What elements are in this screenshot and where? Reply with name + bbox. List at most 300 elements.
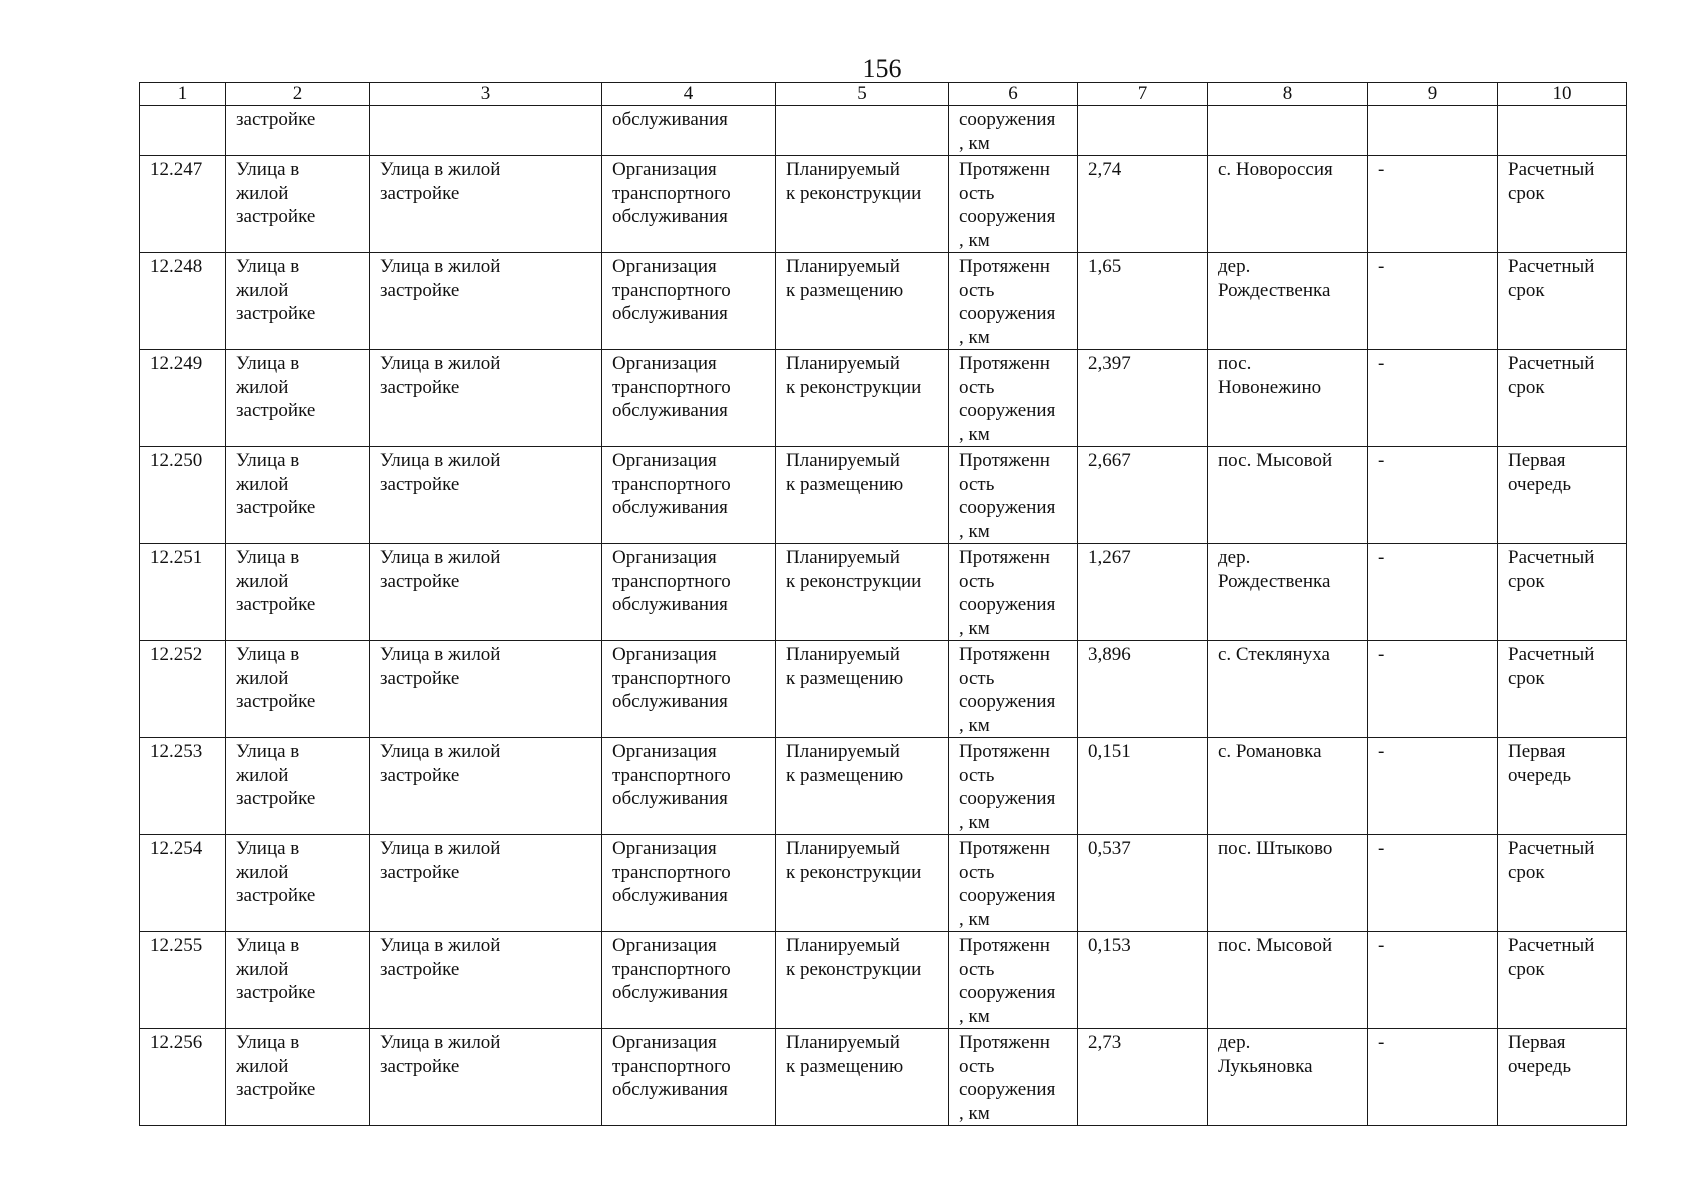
column-header-7: 7 [1078,83,1208,106]
purpose-cell-line: обслуживания [612,303,728,324]
status-cell-line: Планируемый [786,159,900,180]
cell-col-2 [226,106,370,156]
row-number-cell: 12.247 [140,156,226,253]
purpose-cell-line: обслуживания [612,788,728,809]
object-name-cell-line: застройке [236,1079,316,1100]
term-cell [1498,156,1627,253]
value-cell: 1,267 [1078,544,1208,641]
object-name-cell-line: жилой [236,376,289,398]
status-cell [776,835,949,932]
term-cell-line: Расчетный [1508,838,1595,859]
status-cell [776,156,949,253]
status-cell-line: к размещению [786,1055,904,1077]
value-cell: 2,73 [1078,1029,1208,1126]
object-name-cell-line: застройке [236,691,316,712]
characteristic-cell-line: ость [959,667,995,689]
object-type-cell-line: Улица в жилой [380,353,501,374]
object-type-cell-line: застройке [380,958,460,980]
value-cell: 2,397 [1078,350,1208,447]
characteristic-cell-line: ость [959,1055,995,1077]
term-cell [1498,641,1627,738]
location-cell [1208,447,1368,544]
cell-col-6-line: сооружения [959,109,1056,130]
value-cell: 0,151 [1078,738,1208,835]
characteristic-cell-line: , км [959,1005,990,1027]
object-name-cell-line: Улица в [236,935,300,956]
characteristic-cell-line: Протяженн [959,450,1050,471]
characteristic-cell-line: Протяженн [959,838,1050,859]
row-number-cell: 12.249 [140,350,226,447]
object-type-cell-line: застройке [380,764,460,786]
term-cell [1498,253,1627,350]
column-header-4: 4 [602,83,776,106]
location-cell-line: пос. Мысовой [1218,450,1333,471]
characteristic-cell-line: ость [959,182,995,204]
object-name-cell-line: застройке [236,206,316,227]
object-type-cell [370,156,602,253]
status-cell-line: Планируемый [786,935,900,956]
table-body [140,106,1627,1126]
object-name-cell [226,1029,370,1126]
characteristic-cell [949,932,1078,1029]
term-cell-line: срок [1508,861,1545,883]
header-row [140,83,1627,106]
cell-col-6 [949,106,1078,156]
object-type-cell-line: Улица в жилой [380,547,501,568]
object-name-cell-line: застройке [236,788,316,809]
page-number: 156 [862,54,902,83]
status-cell [776,544,949,641]
object-name-cell-line: застройке [236,885,316,906]
object-type-cell-line: Улица в жилой [380,741,501,762]
object-name-cell [226,447,370,544]
object-type-cell [370,350,602,447]
table-row-continuation [140,106,1627,156]
characteristic-cell-line: Протяженн [959,256,1050,277]
term-cell-line: Расчетный [1508,159,1595,180]
term-cell-line: Расчетный [1508,935,1595,956]
location-cell-line: пос. Штыково [1218,838,1333,859]
cell-col-4 [602,106,776,156]
purpose-cell-line: транспортного [612,570,731,592]
purpose-cell-line: обслуживания [612,206,728,227]
value-cell: 3,896 [1078,641,1208,738]
characteristic-cell-line: сооружения [959,594,1056,615]
cell-col-5 [776,106,949,156]
column-header-9: 9 [1368,83,1498,106]
object-type-cell [370,447,602,544]
object-type-cell [370,738,602,835]
term-cell-line: очередь [1508,473,1572,495]
purpose-cell-line: Организация [612,159,717,180]
location-cell-line: пос. [1218,353,1252,374]
status-cell-line: Планируемый [786,1032,900,1053]
purpose-cell-line: Организация [612,353,717,374]
term-cell-line: очередь [1508,764,1572,786]
purpose-cell-line: Организация [612,1032,717,1053]
object-type-cell-line: застройке [380,861,460,883]
object-type-cell-line: застройке [380,473,460,495]
status-cell-line: к размещению [786,667,904,689]
purpose-cell-line: Организация [612,741,717,762]
column-header-2: 2 [226,83,370,106]
term-cell [1498,1029,1627,1126]
status-cell-line: Планируемый [786,838,900,859]
location-cell [1208,932,1368,1029]
cell-col-8 [1208,106,1368,156]
object-name-cell-line: застройке [236,594,316,615]
object-name-cell-line: жилой [236,279,289,301]
table-row [140,1029,1627,1126]
object-name-cell [226,738,370,835]
row-number-cell: 12.250 [140,447,226,544]
term-cell-line: Расчетный [1508,353,1595,374]
characteristic-cell-line: , км [959,1102,990,1124]
object-type-cell-line: Улица в жилой [380,644,501,665]
characteristic-cell [949,544,1078,641]
characteristic-cell-line: сооружения [959,303,1056,324]
object-type-cell-line: застройке [380,279,460,301]
characteristic-cell [949,738,1078,835]
planning-table [139,82,1627,1126]
characteristic-cell [949,156,1078,253]
purpose-cell-line: транспортного [612,1055,731,1077]
location-cell-line: дер. [1218,1032,1251,1053]
characteristic-cell-line: ость [959,473,995,495]
location-cell [1208,835,1368,932]
characteristic-cell-line: сооружения [959,206,1056,227]
table-header [140,83,1627,106]
status-cell [776,253,949,350]
term-cell [1498,447,1627,544]
characteristic-cell-line: Протяженн [959,935,1050,956]
status-cell-line: к реконструкции [786,861,922,883]
column-header-1: 1 [140,83,226,106]
zone-cell: - [1368,1029,1498,1126]
purpose-cell [602,835,776,932]
purpose-cell-line: Организация [612,644,717,665]
purpose-cell-line: обслуживания [612,1079,728,1100]
purpose-cell-line: обслуживания [612,594,728,615]
object-name-cell-line: застройке [236,303,316,324]
characteristic-cell-line: ость [959,958,995,980]
characteristic-cell-line: Протяженн [959,741,1050,762]
zone-cell: - [1368,253,1498,350]
purpose-cell-line: транспортного [612,473,731,495]
table-row [140,835,1627,932]
purpose-cell-line: транспортного [612,279,731,301]
cell-col-9 [1368,106,1498,156]
purpose-cell-line: Организация [612,935,717,956]
purpose-cell-line: Организация [612,547,717,568]
purpose-cell-line: обслуживания [612,885,728,906]
value-cell: 2,74 [1078,156,1208,253]
object-type-cell-line: Улица в жилой [380,838,501,859]
status-cell [776,350,949,447]
characteristic-cell [949,447,1078,544]
object-name-cell-line: жилой [236,861,289,883]
characteristic-cell-line: сооружения [959,885,1056,906]
characteristic-cell-line: сооружения [959,788,1056,809]
status-cell [776,932,949,1029]
column-header-8: 8 [1208,83,1368,106]
term-cell-line: срок [1508,570,1545,592]
object-name-cell [226,932,370,1029]
location-cell-line: с. Стеклянуха [1218,644,1330,665]
object-name-cell [226,156,370,253]
object-name-cell-line: Улица в [236,353,300,374]
characteristic-cell-line: ость [959,279,995,301]
column-header-5: 5 [776,83,949,106]
characteristic-cell-line: , км [959,423,990,445]
object-type-cell-line: застройке [380,570,460,592]
object-name-cell-line: Улица в [236,159,300,180]
zone-cell: - [1368,641,1498,738]
object-type-cell [370,253,602,350]
characteristic-cell-line: ость [959,570,995,592]
column-header-3: 3 [370,83,602,106]
location-cell [1208,1029,1368,1126]
object-name-cell [226,544,370,641]
characteristic-cell [949,835,1078,932]
characteristic-cell-line: , км [959,229,990,251]
object-name-cell-line: застройке [236,400,316,421]
object-type-cell-line: застройке [380,182,460,204]
purpose-cell-line: Организация [612,838,717,859]
table-row [140,641,1627,738]
purpose-cell [602,932,776,1029]
characteristic-cell-line: сооружения [959,497,1056,518]
characteristic-cell [949,253,1078,350]
row-number-cell: 12.248 [140,253,226,350]
purpose-cell-line: транспортного [612,764,731,786]
object-name-cell-line: Улица в [236,1032,300,1053]
value-cell: 0,153 [1078,932,1208,1029]
location-cell-line: дер. [1218,256,1251,277]
status-cell-line: Планируемый [786,644,900,665]
term-cell-line: Расчетный [1508,644,1595,665]
status-cell-line: Планируемый [786,353,900,374]
characteristic-cell-line: сооружения [959,982,1056,1003]
status-cell-line: Планируемый [786,741,900,762]
characteristic-cell-line: , км [959,811,990,833]
status-cell-line: Планируемый [786,450,900,471]
location-cell [1208,738,1368,835]
value-cell: 1,65 [1078,253,1208,350]
object-type-cell-line: Улица в жилой [380,935,501,956]
object-name-cell-line: жилой [236,473,289,495]
cell-col-2-line: застройке [236,109,316,130]
object-name-cell-line: застройке [236,982,316,1003]
purpose-cell-line: обслуживания [612,982,728,1003]
location-cell-line: с. Новороссия [1218,159,1333,180]
table-row [140,253,1627,350]
characteristic-cell-line: , км [959,520,990,542]
row-number-cell: 12.256 [140,1029,226,1126]
row-number-cell: 12.251 [140,544,226,641]
status-cell-line: Планируемый [786,256,900,277]
characteristic-cell-line: сооружения [959,400,1056,421]
object-name-cell-line: Улица в [236,644,300,665]
column-header-6: 6 [949,83,1078,106]
purpose-cell [602,253,776,350]
term-cell [1498,932,1627,1029]
term-cell-line: срок [1508,182,1545,204]
object-type-cell [370,544,602,641]
row-number-cell: 12.252 [140,641,226,738]
purpose-cell [602,156,776,253]
location-cell [1208,350,1368,447]
zone-cell: - [1368,932,1498,1029]
object-type-cell-line: застройке [380,667,460,689]
cell-col-4-line: обслуживания [612,109,728,130]
characteristic-cell-line: сооружения [959,1079,1056,1100]
object-type-cell-line: застройке [380,1055,460,1077]
object-name-cell-line: Улица в [236,256,300,277]
status-cell-line: к размещению [786,764,904,786]
characteristic-cell [949,1029,1078,1126]
cell-col-10 [1498,106,1627,156]
characteristic-cell-line: Протяженн [959,353,1050,374]
characteristic-cell-line: Протяженн [959,547,1050,568]
purpose-cell [602,350,776,447]
status-cell-line: к размещению [786,279,904,301]
status-cell [776,738,949,835]
status-cell-line: к размещению [786,473,904,495]
characteristic-cell-line: ость [959,861,995,883]
status-cell-line: к реконструкции [786,958,922,980]
zone-cell: - [1368,738,1498,835]
status-cell [776,641,949,738]
object-type-cell [370,1029,602,1126]
cell-col-7 [1078,106,1208,156]
characteristic-cell [949,350,1078,447]
term-cell-line: срок [1508,667,1545,689]
term-cell-line: Первая [1508,1032,1566,1053]
location-cell-line: Новонежино [1218,376,1322,398]
table-row [140,932,1627,1029]
location-cell-line: Рождественка [1218,279,1331,301]
characteristic-cell-line: ость [959,764,995,786]
table-row [140,447,1627,544]
characteristic-cell-line: сооружения [959,691,1056,712]
location-cell [1208,544,1368,641]
purpose-cell-line: обслуживания [612,400,728,421]
status-cell-line: Планируемый [786,547,900,568]
term-cell-line: Первая [1508,450,1566,471]
term-cell-line: срок [1508,958,1545,980]
object-type-cell [370,641,602,738]
purpose-cell-line: транспортного [612,182,731,204]
status-cell-line: к реконструкции [786,182,922,204]
purpose-cell-line: транспортного [612,861,731,883]
row-number-cell: 12.255 [140,932,226,1029]
object-name-cell-line: Улица в [236,838,300,859]
characteristic-cell-line: ость [959,376,995,398]
purpose-cell [602,544,776,641]
object-name-cell-line: жилой [236,958,289,980]
purpose-cell [602,1029,776,1126]
column-header-10: 10 [1498,83,1627,106]
object-name-cell-line: жилой [236,570,289,592]
location-cell-line: пос. Мысовой [1218,935,1333,956]
object-name-cell-line: жилой [236,667,289,689]
zone-cell: - [1368,156,1498,253]
object-name-cell-line: Улица в [236,450,300,471]
object-type-cell-line: Улица в жилой [380,159,501,180]
object-name-cell-line: жилой [236,1055,289,1077]
location-cell [1208,156,1368,253]
characteristic-cell [949,641,1078,738]
table-row [140,544,1627,641]
purpose-cell-line: Организация [612,450,717,471]
table-row [140,156,1627,253]
term-cell [1498,835,1627,932]
characteristic-cell-line: , км [959,908,990,930]
purpose-cell [602,447,776,544]
characteristic-cell-line: Протяженн [959,159,1050,180]
term-cell [1498,544,1627,641]
object-name-cell [226,835,370,932]
object-name-cell [226,641,370,738]
location-cell [1208,253,1368,350]
object-type-cell [370,835,602,932]
location-cell-line: Лукьяновка [1218,1055,1313,1077]
purpose-cell-line: транспортного [612,667,731,689]
characteristic-cell-line: Протяженн [959,1032,1050,1053]
object-name-cell-line: Улица в [236,741,300,762]
table-row [140,738,1627,835]
purpose-cell-line: обслуживания [612,691,728,712]
object-type-cell-line: застройке [380,376,460,398]
zone-cell: - [1368,350,1498,447]
characteristic-cell-line: , км [959,326,990,348]
characteristic-cell-line: , км [959,714,990,736]
cell-col-1 [140,106,226,156]
value-cell: 2,667 [1078,447,1208,544]
row-number-cell: 12.253 [140,738,226,835]
object-type-cell-line: Улица в жилой [380,450,501,471]
term-cell-line: срок [1508,376,1545,398]
purpose-cell-line: транспортного [612,376,731,398]
zone-cell: - [1368,835,1498,932]
term-cell-line: Первая [1508,741,1566,762]
table-row [140,350,1627,447]
object-type-cell-line: Улица в жилой [380,1032,501,1053]
purpose-cell [602,738,776,835]
status-cell [776,447,949,544]
location-cell [1208,641,1368,738]
purpose-cell-line: обслуживания [612,497,728,518]
term-cell [1498,350,1627,447]
object-name-cell-line: застройке [236,497,316,518]
zone-cell: - [1368,544,1498,641]
status-cell-line: к реконструкции [786,570,922,592]
object-name-cell [226,350,370,447]
object-name-cell-line: Улица в [236,547,300,568]
location-cell-line: с. Романовка [1218,741,1322,762]
purpose-cell-line: транспортного [612,958,731,980]
cell-col-3 [370,106,602,156]
cell-col-6-line: , км [959,132,990,154]
row-number-cell: 12.254 [140,835,226,932]
object-name-cell-line: жилой [236,182,289,204]
purpose-cell [602,641,776,738]
purpose-cell-line: Организация [612,256,717,277]
status-cell-line: к реконструкции [786,376,922,398]
status-cell [776,1029,949,1126]
term-cell-line: Расчетный [1508,256,1595,277]
